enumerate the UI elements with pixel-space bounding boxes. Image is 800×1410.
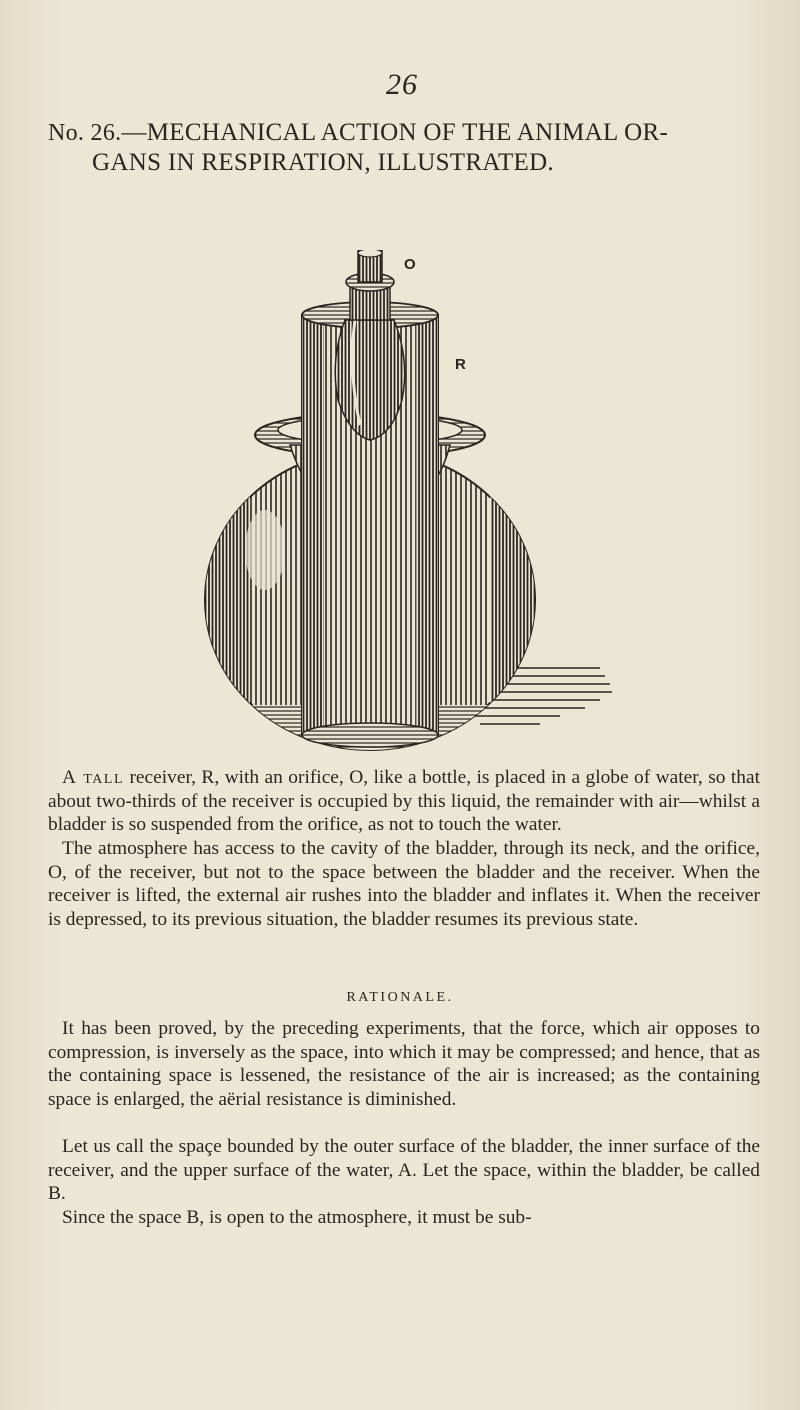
section-number: No. 26.: [48, 120, 122, 146]
section-title-line2: GANS IN RESPIRATION, ILLUSTRATED.: [92, 149, 554, 176]
paragraph-lead: A tall: [62, 767, 125, 788]
apparatus-illustration: [180, 250, 620, 760]
page-number: 26: [386, 68, 418, 101]
paragraph-spaces: Let us call the spaçe bounded by the outer surface of the bladder, the inner surface of the receiver, and the upper surface of the water, A. Let the space, within the bladder, be called B.: [48, 1136, 760, 1205]
section-heading: [48, 118, 768, 177]
paragraph-1-text: receiver, R, with an orifice, O, like a bottle, is placed in a globe of water, so that about two-thirds of the receiver is occupied by this liquid, the remainder with air—whilst a bladder is so suspended from the orifice, as not to touch the water.: [48, 767, 760, 836]
label-orifice: O: [404, 256, 416, 273]
rationale-heading: RATIONALE.: [346, 990, 454, 1005]
label-receiver: R: [455, 356, 466, 373]
paragraph-continued: Since the space B, is open to the atmosphere, it must be sub-: [62, 1207, 532, 1228]
apparatus-engraving: [180, 250, 620, 760]
section-title-line1: —MECHANICAL ACTION OF THE ANIMAL OR-: [121, 119, 669, 146]
paragraph-rationale: It has been proved, by the preceding experiments, that the force, which air opposes to compression, is inversely as the space, into which it may be compressed; and hence, that as the containing space is lessened, the resistance of the air is increased; as the containing space is enlarged, the aërial resistance is diminished.: [48, 1018, 760, 1110]
paragraph-atmosphere: The atmosphere has access to the cavity of the bladder, through its neck, and the orifice, O, of the receiver, but not to the space between the bladder and the receiver. When the receiver is lifted, the external air rushes into the bladder and inflates it. When the receiver is depressed, to its previous situation, the bladder resumes its previous state.: [48, 838, 760, 930]
paragraph-description: [48, 766, 760, 837]
